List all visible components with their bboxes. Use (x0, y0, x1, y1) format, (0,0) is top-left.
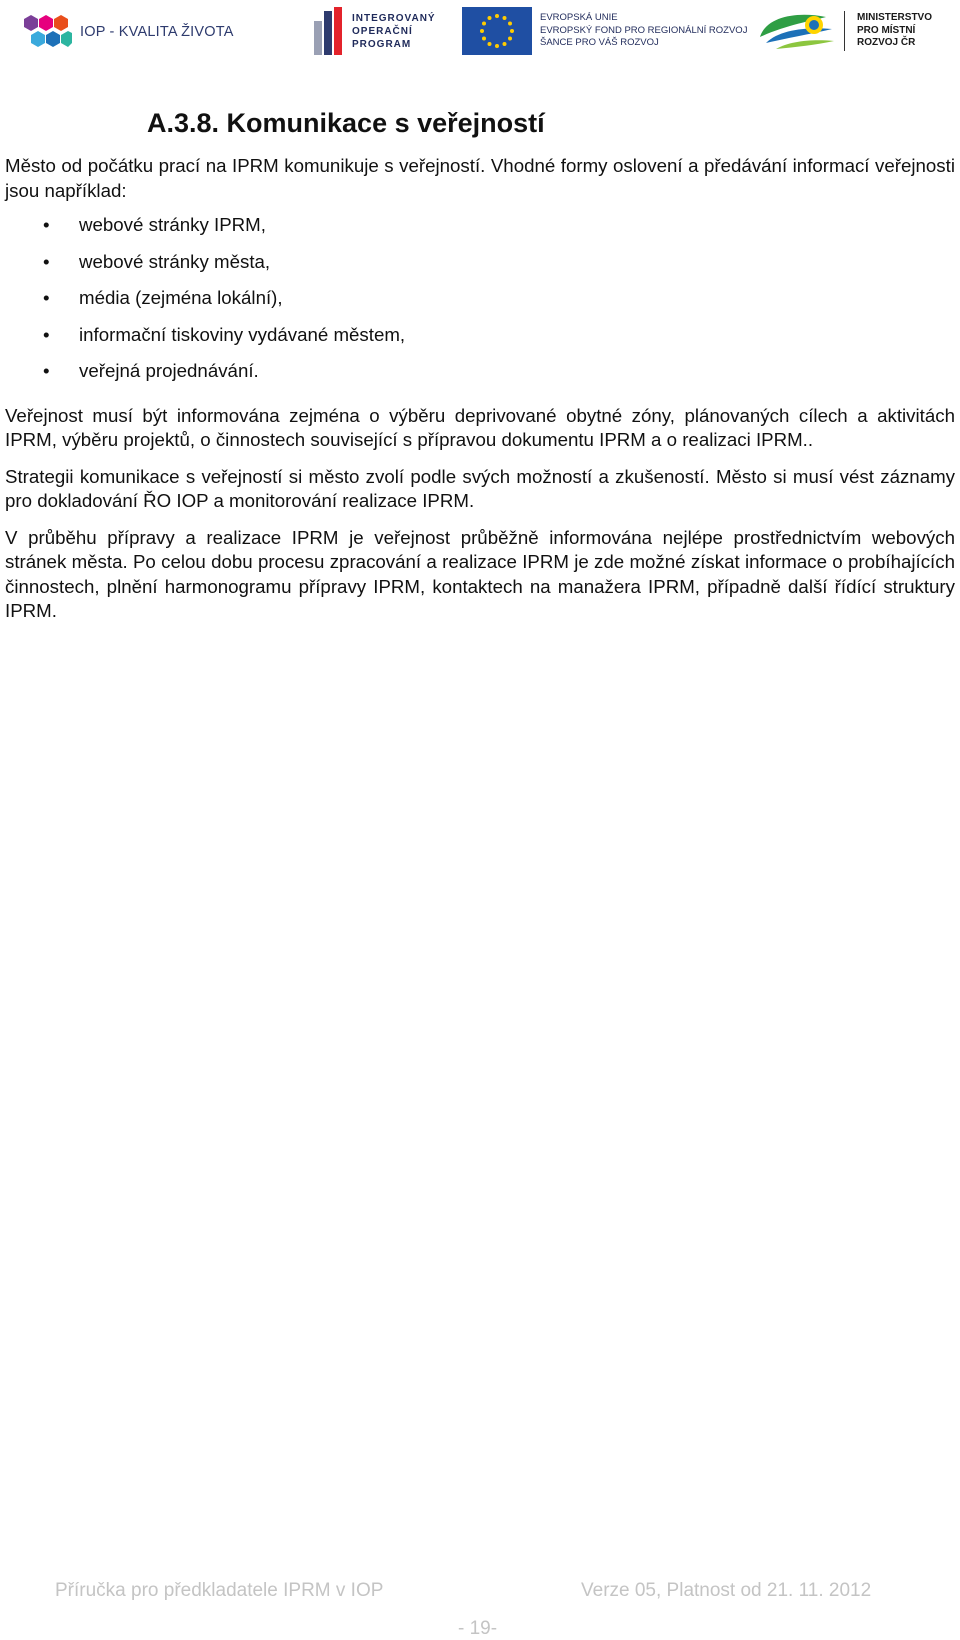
program-bars-icon (314, 7, 344, 55)
section-heading: A.3.8. Komunikace s veřejností (147, 108, 545, 138)
list-item: • média (zejména lokální), (5, 286, 955, 323)
list-item: • webové stránky města, (5, 250, 955, 287)
communication-forms-list (5, 213, 955, 396)
ministerstvo-pro-mistni-rozvoj-logo (756, 7, 932, 55)
list-item: • informační tiskoviny vydávané městem, (5, 323, 955, 360)
eu-flag-icon (462, 7, 532, 55)
bullet-icon: • (43, 360, 50, 381)
integrovany-operacni-program-logo (314, 6, 436, 56)
mmr-line-1: MINISTERSTVO (857, 12, 933, 24)
intro-paragraph: Město od počátku prací na IPRM komunikuje s veřejností. Vhodné formy oslovení a předávání informací veřejnosti jsou například: (5, 155, 955, 201)
eu-line-3: ŠANCE PRO VÁŠ ROZVOJ (540, 37, 659, 49)
mmr-emblem-icon (756, 7, 838, 55)
list-item: • webové stránky IPRM, (5, 213, 955, 250)
eu-line-2: EVROPSKÝ FOND PRO REGIONÁLNÍ ROZVOJ (540, 24, 748, 36)
website-paragraph: V průběhu přípravy a realizace IPRM je veřejnost průběžně informována nejlépe prostřednictvím webových stránek města. Po celou dobu procesu zpracování a realizace IPRM je zde možné získat informace o probíhajících činnostech, plnění harmonogramu přípravy IPRM, kontaktech na manažera IPRM, případně další řídící struktury IPRM. (5, 526, 955, 621)
document-body (5, 154, 955, 624)
footer-version: Verze 05, Platnost od 21. 11. 2012 (581, 1580, 872, 1601)
page-number: - 19- (458, 1618, 498, 1639)
strategy-paragraph: Strategii komunikace s veřejností si město zvolí podle svých možností a zkušeností. Město si musí vést záznamy pro dokladování ŘO IOP a monitorování realizace IPRM. (5, 465, 955, 511)
eu-logo (462, 7, 747, 55)
program-line-3: PROGRAM (352, 38, 412, 50)
logo-separator (844, 11, 845, 51)
mmr-line-2: PRO MÍSTNÍ (857, 24, 916, 36)
bullet-icon: • (43, 323, 50, 345)
iop-logo-text: IOP - KVALITA ŽIVOTA (80, 24, 234, 40)
iop-kvalita-zivota-logo (22, 12, 234, 52)
mmr-line-3: ROZVOJ ČR (857, 37, 916, 49)
program-line-1: INTEGROVANÝ (352, 12, 436, 24)
program-line-2: OPERAČNÍ (352, 25, 413, 37)
information-paragraph: Veřejnost musí být informována zejména o výběru deprivované obytné zóny, plánovaných cílech a aktivitách IPRM, výběru projektů, o činnostech související s přípravou dokumentu IPRM a o realizaci IPRM.. (5, 404, 955, 450)
list-item: • veřejná projednávání. (5, 359, 955, 396)
bullet-icon: • (43, 214, 50, 235)
bullet-icon: • (43, 287, 50, 308)
page-header (0, 0, 960, 70)
footer-document-title: Příručka pro předkladatele IPRM v IOP (55, 1580, 384, 1601)
eu-line-1: EVROPSKÁ UNIE (540, 12, 618, 24)
hexagon-cluster-icon (22, 13, 72, 51)
bullet-icon: • (43, 250, 50, 272)
